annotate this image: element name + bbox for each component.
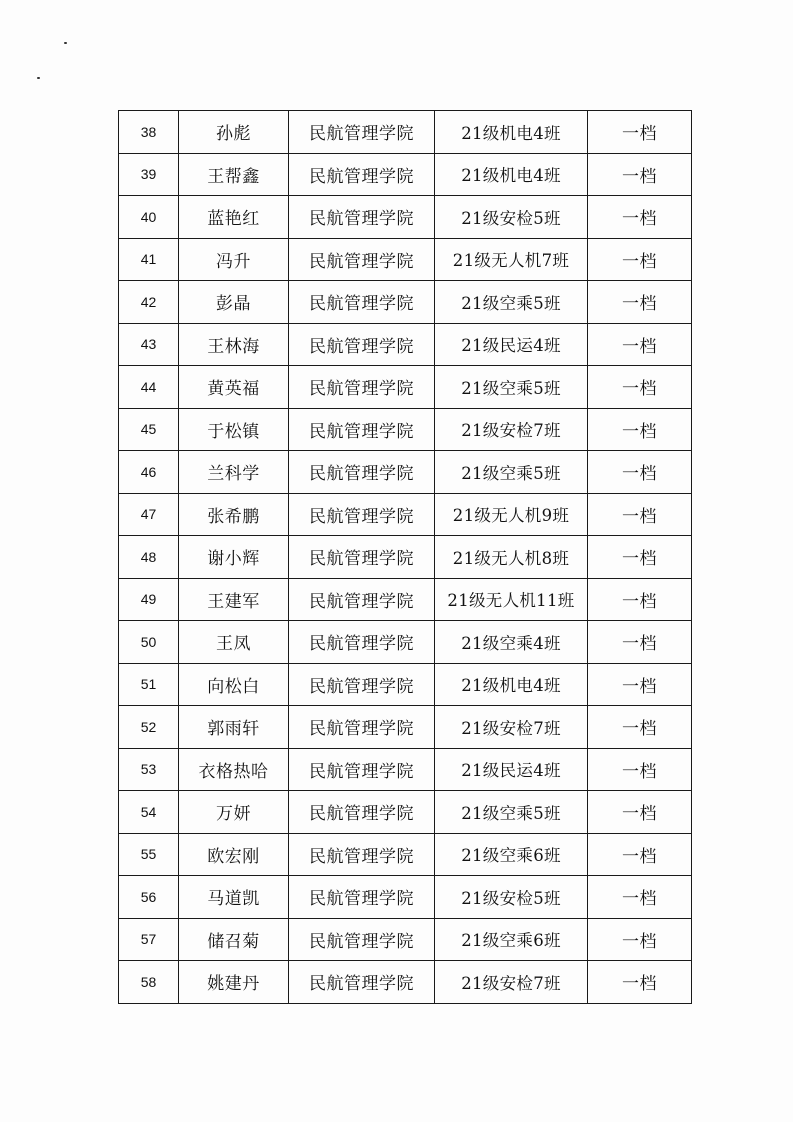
row-number-cell: 56 [119,876,179,919]
class-cell: 21级空乘6班 [435,918,588,961]
class-cell: 21级民运4班 [435,748,588,791]
class-cell: 21级安检7班 [435,961,588,1004]
row-number-cell: 40 [119,196,179,239]
grade-cell: 一档 [588,196,692,239]
student-name-cell: 欧宏刚 [179,833,289,876]
class-cell: 21级空乘5班 [435,791,588,834]
grade-cell: 一档 [588,451,692,494]
grade-cell: 一档 [588,621,692,664]
grade-cell: 一档 [588,323,692,366]
class-cell: 21级机电4班 [435,153,588,196]
table-row [119,918,692,961]
class-cell: 21级空乘6班 [435,833,588,876]
table-row [119,833,692,876]
grade-cell: 一档 [588,111,692,154]
row-number-cell: 45 [119,408,179,451]
student-name-cell: 兰科学 [179,451,289,494]
class-cell: 21级空乘4班 [435,621,588,664]
college-cell: 民航管理学院 [289,663,435,706]
student-name-cell: 向松白 [179,663,289,706]
college-cell: 民航管理学院 [289,876,435,919]
table-row [119,961,692,1004]
student-name-cell: 孙彪 [179,111,289,154]
class-cell: 21级空乘5班 [435,281,588,324]
grade-cell: 一档 [588,578,692,621]
class-cell: 21级机电4班 [435,111,588,154]
roster-table-body [119,111,692,1004]
class-cell: 21级无人机8班 [435,536,588,579]
college-cell: 民航管理学院 [289,493,435,536]
grade-cell: 一档 [588,833,692,876]
scan-speck [37,77,40,79]
student-name-cell: 于松镇 [179,408,289,451]
student-name-cell: 彭晶 [179,281,289,324]
grade-cell: 一档 [588,281,692,324]
row-number-cell: 41 [119,238,179,281]
college-cell: 民航管理学院 [289,536,435,579]
row-number-cell: 55 [119,833,179,876]
row-number-cell: 46 [119,451,179,494]
table-row [119,196,692,239]
college-cell: 民航管理学院 [289,918,435,961]
college-cell: 民航管理学院 [289,281,435,324]
table-row [119,791,692,834]
table-row [119,876,692,919]
class-cell: 21级安检7班 [435,408,588,451]
table-row [119,366,692,409]
college-cell: 民航管理学院 [289,961,435,1004]
table-row [119,663,692,706]
grade-cell: 一档 [588,238,692,281]
college-cell: 民航管理学院 [289,111,435,154]
grade-cell: 一档 [588,153,692,196]
class-cell: 21级空乘5班 [435,451,588,494]
row-number-cell: 49 [119,578,179,621]
row-number-cell: 48 [119,536,179,579]
table-row [119,578,692,621]
student-name-cell: 蓝艳红 [179,196,289,239]
student-name-cell: 冯升 [179,238,289,281]
row-number-cell: 42 [119,281,179,324]
student-name-cell: 万妍 [179,791,289,834]
college-cell: 民航管理学院 [289,366,435,409]
table-row [119,238,692,281]
row-number-cell: 52 [119,706,179,749]
student-name-cell: 衣格热哈 [179,748,289,791]
table-row [119,323,692,366]
college-cell: 民航管理学院 [289,451,435,494]
table-row [119,281,692,324]
college-cell: 民航管理学院 [289,153,435,196]
row-number-cell: 43 [119,323,179,366]
class-cell: 21级安检5班 [435,196,588,239]
grade-cell: 一档 [588,663,692,706]
grade-cell: 一档 [588,366,692,409]
class-cell: 21级无人机7班 [435,238,588,281]
student-name-cell: 王建军 [179,578,289,621]
row-number-cell: 39 [119,153,179,196]
grade-cell: 一档 [588,408,692,451]
table-row [119,451,692,494]
grade-cell: 一档 [588,536,692,579]
student-name-cell: 储召菊 [179,918,289,961]
grade-cell: 一档 [588,748,692,791]
row-number-cell: 51 [119,663,179,706]
college-cell: 民航管理学院 [289,621,435,664]
college-cell: 民航管理学院 [289,748,435,791]
class-cell: 21级安检5班 [435,876,588,919]
row-number-cell: 58 [119,961,179,1004]
table-row [119,706,692,749]
college-cell: 民航管理学院 [289,238,435,281]
grade-cell: 一档 [588,918,692,961]
row-number-cell: 50 [119,621,179,664]
row-number-cell: 44 [119,366,179,409]
roster-table [118,110,692,1004]
grade-cell: 一档 [588,493,692,536]
student-name-cell: 郭雨轩 [179,706,289,749]
table-row [119,493,692,536]
class-cell: 21级无人机9班 [435,493,588,536]
student-name-cell: 谢小辉 [179,536,289,579]
class-cell: 21级无人机11班 [435,578,588,621]
college-cell: 民航管理学院 [289,196,435,239]
table-row [119,748,692,791]
student-name-cell: 王林海 [179,323,289,366]
student-name-cell: 马道凯 [179,876,289,919]
class-cell: 21级安检7班 [435,706,588,749]
class-cell: 21级民运4班 [435,323,588,366]
college-cell: 民航管理学院 [289,833,435,876]
row-number-cell: 47 [119,493,179,536]
college-cell: 民航管理学院 [289,578,435,621]
row-number-cell: 53 [119,748,179,791]
student-name-cell: 黄英福 [179,366,289,409]
grade-cell: 一档 [588,706,692,749]
table-row [119,536,692,579]
class-cell: 21级空乘5班 [435,366,588,409]
college-cell: 民航管理学院 [289,408,435,451]
grade-cell: 一档 [588,876,692,919]
college-cell: 民航管理学院 [289,706,435,749]
row-number-cell: 38 [119,111,179,154]
table-row [119,111,692,154]
student-name-cell: 姚建丹 [179,961,289,1004]
table-row [119,408,692,451]
scan-speck [64,42,67,44]
grade-cell: 一档 [588,791,692,834]
table-row [119,153,692,196]
grade-cell: 一档 [588,961,692,1004]
class-cell: 21级机电4班 [435,663,588,706]
row-number-cell: 54 [119,791,179,834]
student-name-cell: 张希鹏 [179,493,289,536]
student-name-cell: 王凤 [179,621,289,664]
table-row [119,621,692,664]
student-name-cell: 王帮鑫 [179,153,289,196]
row-number-cell: 57 [119,918,179,961]
college-cell: 民航管理学院 [289,323,435,366]
college-cell: 民航管理学院 [289,791,435,834]
